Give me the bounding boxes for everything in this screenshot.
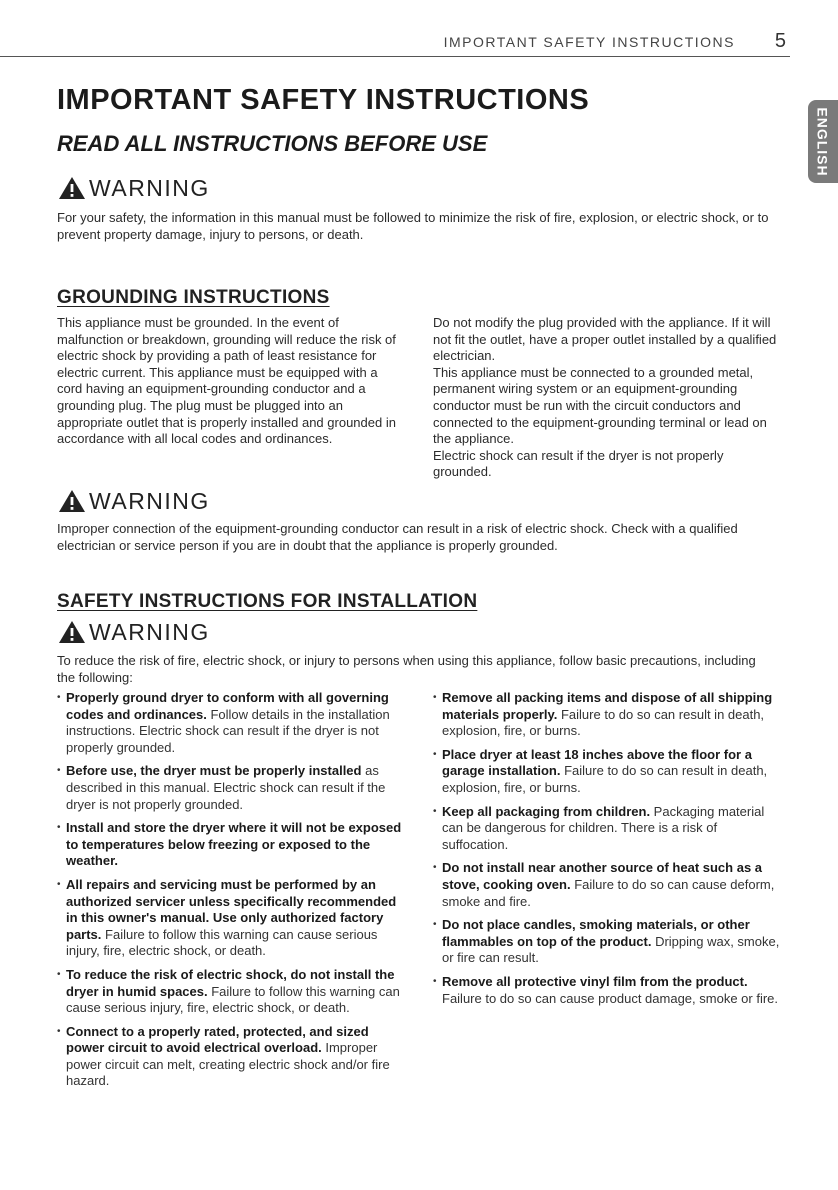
warning-label: WARNING — [89, 487, 210, 514]
running-header — [0, 30, 790, 57]
list-item-text: Follow details in the installation instructions. Electric shock can result if the dryer is not properly grounded. — [66, 706, 390, 755]
installation-left-list — [57, 690, 405, 1097]
list-item — [433, 917, 783, 967]
list-item — [433, 804, 783, 854]
list-item-text: Failure to follow this warning can cause serious injury, fire, electric shock, or death. — [66, 983, 400, 1016]
page-subtitle: READ ALL INSTRUCTIONS BEFORE USE — [57, 131, 488, 156]
grounding-right-column — [433, 315, 783, 481]
installation-right-list — [433, 690, 783, 1014]
list-item-text: Failure to do so can cause deform, smoke and fire. — [442, 876, 775, 909]
warning-heading-1 — [57, 174, 210, 202]
warning-heading-2 — [57, 487, 210, 515]
list-item — [57, 763, 405, 813]
list-item — [57, 1024, 405, 1090]
list-item — [57, 877, 405, 960]
warning-label: WARNING — [89, 618, 210, 645]
list-item-text: Packaging material can be dangerous for children. There is a risk of suffocation. — [442, 803, 765, 852]
list-item-bold: To reduce the risk of electric shock, do not install the dryer in humid spaces. — [66, 966, 395, 999]
list-item-bold: Connect to a properly rated, protected, and sized power circuit to avoid electrical overload. — [66, 1023, 369, 1056]
list-item-bold: Remove all protective vinyl film from the product. — [442, 973, 748, 989]
list-item-bold: Do not place candles, smoking materials, or other flammables on top of the product. — [442, 917, 750, 949]
list-item-text: Failure to follow this warning can cause serious injury, fire, electric shock, or death. — [66, 926, 378, 959]
list-item-bold: Keep all packaging from children. — [442, 803, 651, 819]
page-title: IMPORTANT SAFETY INSTRUCTIONS — [57, 84, 590, 116]
list-item — [433, 860, 783, 910]
list-item-bold: Install and store the dryer where it will not be exposed to temperatures below freezing or exposed to the weather. — [66, 820, 402, 869]
list-item-bold: Do not install near another source of heat such as a stove, cooking oven. — [442, 860, 763, 892]
warning-triangle-icon — [57, 488, 87, 514]
list-item-bold: Place dryer at least 18 inches above the floor for a garage installation. — [442, 746, 752, 779]
warning-triangle-icon — [57, 175, 87, 201]
list-item — [57, 820, 405, 870]
list-item — [57, 690, 405, 756]
page-number: 5 — [774, 30, 786, 52]
list-item-text: as described in this manual. Electric shock can result if the dryer is not properly grounded. — [66, 763, 386, 812]
grounding-right-paragraph: Electric shock can result if the dryer is not properly grounded. — [433, 447, 724, 480]
warning-label: WARNING — [89, 174, 210, 201]
running-header-title: IMPORTANT SAFETY INSTRUCTIONS — [443, 34, 735, 50]
list-item-text: Dripping wax, smoke, or fire can result. — [442, 933, 780, 966]
list-item — [433, 747, 783, 797]
section-heading-installation: SAFETY INSTRUCTIONS FOR INSTALLATION — [57, 591, 478, 612]
installation-intro: To reduce the risk of fire, electric shock, or injury to persons when using this appliance, follow basic precautions, including the following: — [57, 653, 756, 685]
list-item-bold: Before use, the dryer must be properly installed — [66, 763, 362, 779]
grounding-right-paragraph: This appliance must be connected to a grounded metal, permanent wiring system or an equipment-grounding conductor must be run with the circuit conductors and connected to the equipment-grounding terminal or lead on the appliance. — [433, 364, 767, 447]
warning-triangle-icon — [57, 619, 87, 645]
list-item-bold: Remove all packing items and dispose of all shipping materials properly. — [442, 690, 773, 722]
warning-text-2: Improper connection of the equipment-grounding conductor can result in a risk of electric shock. Check with a qualified electrician or service person if you are in doubt that the appliance is properly grounded. — [57, 521, 738, 553]
grounding-right-paragraph: Do not modify the plug provided with the appliance. If it will not fit the outlet, have a proper outlet installed by a qualified electrician. — [433, 315, 777, 364]
grounding-left-text: This appliance must be grounded. In the event of malfunction or breakdown, grounding will reduce the risk of electric shock by providing a path of least resistance for electric current. This appliance must be equipped with a cord having an equipment-grounding conductor and a grounding plug. The plug must be plugged into an appropriate outlet that is properly installed and grounded in accordance with all local codes and ordinances. — [57, 315, 396, 447]
list-item-bold: All repairs and servicing must be performed by an authorized servicer unless specifically recommended in this owner's manual. Use only authorized factory parts. — [66, 876, 397, 942]
list-item — [433, 974, 783, 1007]
warning-text-1: For your safety, the information in this manual must be followed to minimize the risk of fire, explosion, or electric shock, or to prevent property damage, injury to persons, or death. — [57, 210, 769, 242]
list-item-bold: Properly ground dryer to conform with all governing codes and ordinances. — [66, 690, 389, 722]
list-item — [433, 690, 783, 740]
language-side-tab — [808, 100, 838, 183]
section-heading-grounding: GROUNDING INSTRUCTIONS — [57, 287, 330, 308]
warning-heading-3 — [57, 618, 210, 646]
list-item-text: Failure to do so can cause product damage, smoke or fire. — [442, 990, 779, 1006]
list-item-text: Improper power circuit can melt, creating electric shock and/or fire hazard. — [66, 1040, 390, 1089]
list-item-text: Failure to do so can result in death, explosion, fire, or burns. — [442, 706, 765, 739]
list-item-text: Failure to do so can result in death, explosion, fire, or burns. — [442, 763, 768, 795]
list-item — [57, 967, 405, 1017]
language-tab-label: ENGLISH — [815, 106, 832, 177]
